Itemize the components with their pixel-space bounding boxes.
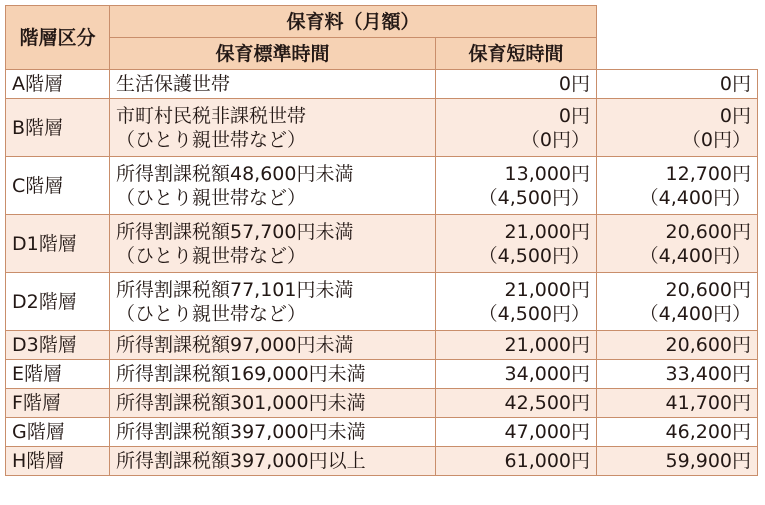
short-fee-cell — [597, 70, 758, 99]
table-row — [6, 418, 758, 447]
condition-cell-line: （ひとり親世帯など） — [116, 302, 307, 325]
header-standard-hours: 保育標準時間 — [110, 38, 436, 70]
short-fee-cell — [597, 418, 758, 447]
level-cell: G階層 — [6, 418, 110, 447]
standard-fee-cell — [436, 331, 597, 360]
standard-fee-cell-line: （0円） — [520, 128, 591, 151]
short-fee-cell-line: 0円 — [719, 73, 752, 95]
condition-cell — [110, 331, 436, 360]
condition-cell-line: 所得割課税額97,000円未満 — [116, 334, 354, 356]
standard-fee-cell — [436, 389, 597, 418]
header-short-hours: 保育短時間 — [436, 38, 597, 70]
short-fee-cell-line: 20,600円 — [665, 278, 752, 301]
table-row — [6, 70, 758, 99]
short-fee-cell — [597, 215, 758, 273]
standard-fee-cell-line: 42,500円 — [504, 392, 591, 414]
header-fee-group: 保育料（月額） — [110, 6, 597, 38]
standard-fee-cell-line: （4,500円） — [478, 186, 591, 209]
standard-fee-cell — [436, 418, 597, 447]
short-fee-cell-line: 59,900円 — [665, 450, 752, 472]
condition-cell-line: 市町村民税非課税世帯 — [116, 104, 307, 127]
table-row — [6, 99, 758, 157]
table-row — [6, 360, 758, 389]
standard-fee-cell-line: 21,000円 — [504, 334, 591, 356]
standard-fee-cell — [436, 70, 597, 99]
short-fee-cell-line: （4,400円） — [639, 186, 752, 209]
condition-cell — [110, 418, 436, 447]
level-cell: D3階層 — [6, 331, 110, 360]
short-fee-cell-line: （4,400円） — [639, 302, 752, 325]
condition-cell-line: （ひとり親世帯など） — [116, 128, 307, 151]
table-body — [6, 70, 758, 476]
standard-fee-cell — [436, 273, 597, 331]
condition-cell — [110, 360, 436, 389]
condition-cell-line: （ひとり親世帯など） — [116, 244, 307, 267]
header-category: 階層区分 — [6, 6, 110, 70]
condition-cell-line: （ひとり親世帯など） — [116, 186, 307, 209]
standard-fee-cell-line: 0円 — [558, 104, 591, 127]
short-fee-cell-line: （0円） — [681, 128, 752, 151]
short-fee-cell — [597, 360, 758, 389]
level-cell: C階層 — [6, 157, 110, 215]
short-fee-cell-line: 46,200円 — [665, 421, 752, 443]
short-fee-cell-line: 12,700円 — [665, 162, 752, 185]
short-fee-cell-line: 20,600円 — [665, 334, 752, 356]
table-header — [6, 6, 758, 70]
standard-fee-cell-line: （4,500円） — [478, 244, 591, 267]
condition-cell-line: 所得割課税額301,000円未満 — [116, 392, 366, 414]
standard-fee-cell-line: 47,000円 — [504, 421, 591, 443]
standard-fee-cell-line: 0円 — [558, 73, 591, 95]
condition-cell-line: 生活保護世帯 — [116, 73, 231, 95]
short-fee-cell-line: 33,400円 — [665, 363, 752, 385]
level-cell: H階層 — [6, 447, 110, 476]
standard-fee-cell — [436, 99, 597, 157]
standard-fee-cell-line: 21,000円 — [504, 220, 591, 243]
table-row — [6, 331, 758, 360]
standard-fee-cell-line: （4,500円） — [478, 302, 591, 325]
short-fee-cell-line: （4,400円） — [639, 244, 752, 267]
level-cell: B階層 — [6, 99, 110, 157]
short-fee-cell — [597, 99, 758, 157]
condition-cell — [110, 447, 436, 476]
condition-cell — [110, 389, 436, 418]
short-fee-cell — [597, 157, 758, 215]
level-cell: F階層 — [6, 389, 110, 418]
level-cell: E階層 — [6, 360, 110, 389]
condition-cell-line: 所得割課税額77,101円未満 — [116, 278, 354, 301]
short-fee-cell — [597, 331, 758, 360]
standard-fee-cell — [436, 447, 597, 476]
level-cell: D2階層 — [6, 273, 110, 331]
short-fee-cell-line: 41,700円 — [665, 392, 752, 414]
level-cell: A階層 — [6, 70, 110, 99]
condition-cell — [110, 70, 436, 99]
condition-cell — [110, 215, 436, 273]
condition-cell — [110, 157, 436, 215]
condition-cell — [110, 273, 436, 331]
standard-fee-cell-line: 61,000円 — [504, 450, 591, 472]
standard-fee-cell — [436, 215, 597, 273]
table-row — [6, 157, 758, 215]
table-row — [6, 389, 758, 418]
short-fee-cell-line: 0円 — [719, 104, 752, 127]
condition-cell-line: 所得割課税額57,700円未満 — [116, 220, 354, 243]
short-fee-cell — [597, 389, 758, 418]
condition-cell-line: 所得割課税額48,600円未満 — [116, 162, 354, 185]
table-row — [6, 215, 758, 273]
fee-table — [5, 5, 758, 476]
short-fee-cell — [597, 273, 758, 331]
table-row — [6, 447, 758, 476]
table-row — [6, 273, 758, 331]
level-cell: D1階層 — [6, 215, 110, 273]
standard-fee-cell-line: 34,000円 — [504, 363, 591, 385]
standard-fee-cell-line: 13,000円 — [504, 162, 591, 185]
condition-cell — [110, 99, 436, 157]
standard-fee-cell — [436, 157, 597, 215]
condition-cell-line: 所得割課税額169,000円未満 — [116, 363, 366, 385]
short-fee-cell-line: 20,600円 — [665, 220, 752, 243]
standard-fee-cell-line: 21,000円 — [504, 278, 591, 301]
standard-fee-cell — [436, 360, 597, 389]
condition-cell-line: 所得割課税額397,000円未満 — [116, 421, 366, 443]
header-row-1 — [6, 6, 758, 38]
header-row-2 — [6, 38, 758, 70]
short-fee-cell — [597, 447, 758, 476]
condition-cell-line: 所得割課税額397,000円以上 — [116, 450, 366, 472]
